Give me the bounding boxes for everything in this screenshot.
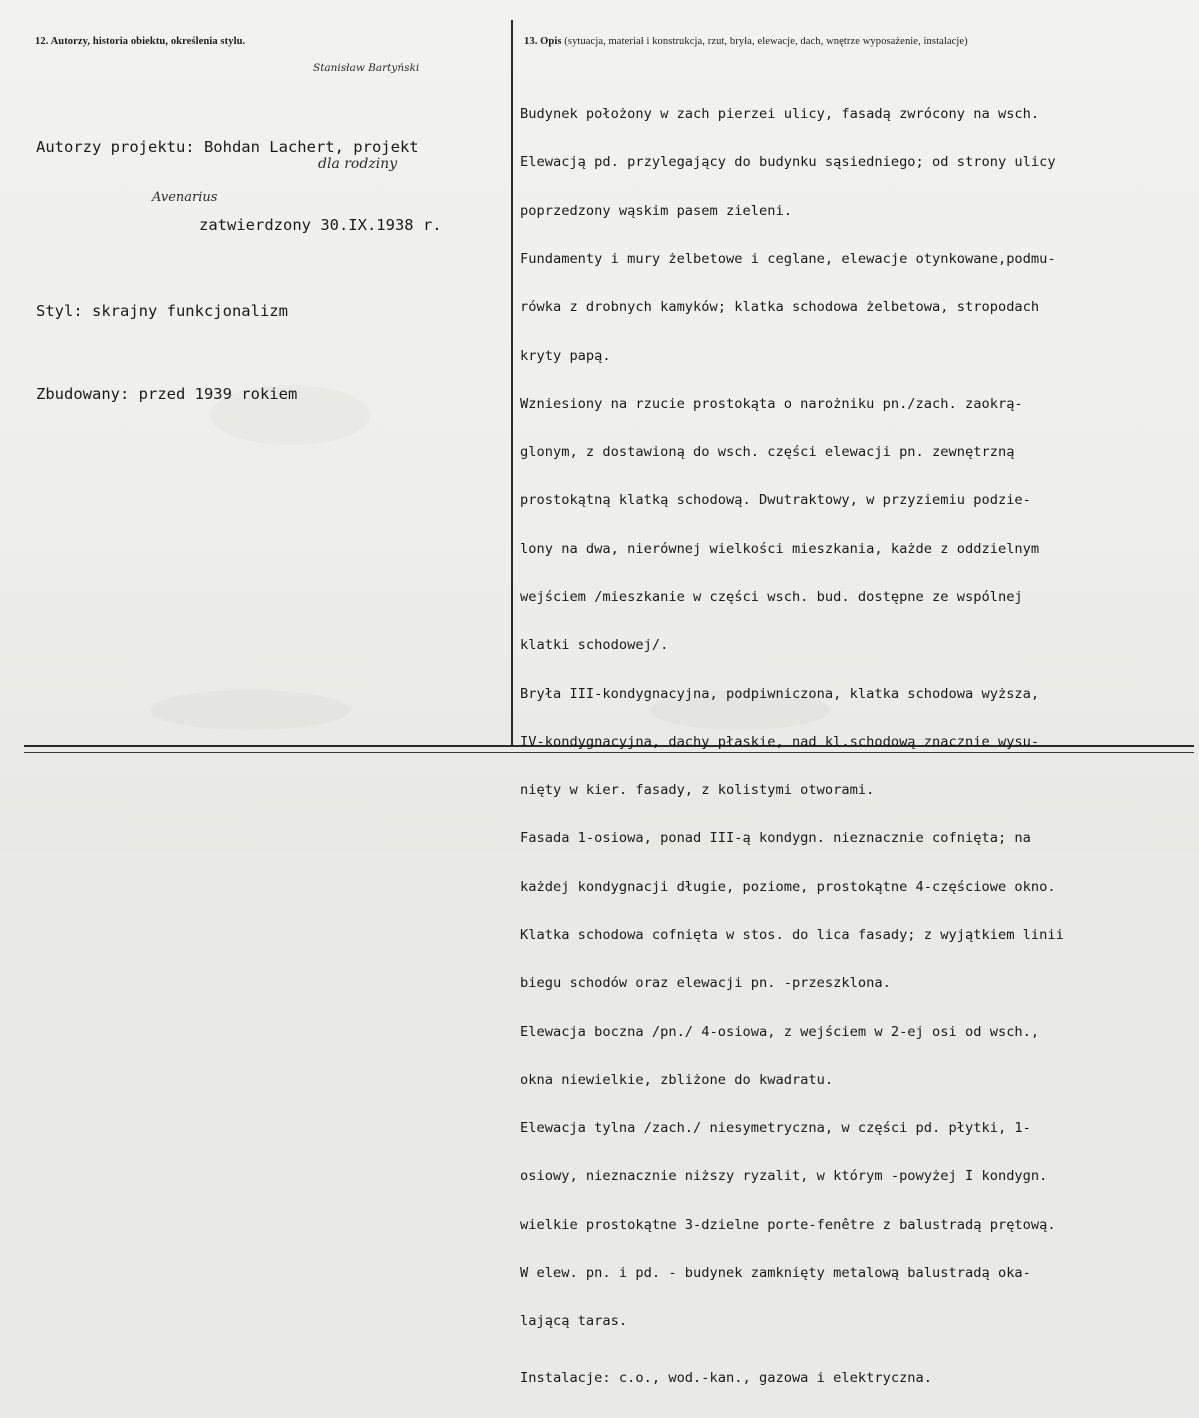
description-line: biegu schodów oraz elewacji pn. -przeszklona. [520, 975, 891, 992]
description-line: rówka z drobnych kamyków; klatka schodowa żelbetowa, stropodach [520, 299, 1040, 316]
description-line: okna niewielkie, zbliżone do kwadratu. [520, 1071, 834, 1088]
paper-stain [150, 690, 350, 730]
description-line: Klatka schodowa cofnięta w stos. do lica fasady; z wyjątkiem linii [520, 926, 1064, 943]
description-line: wielkie prostokątne 3-dzielne porte-fenêtre z balustradą prętową. [520, 1216, 1056, 1233]
author-line: Autorzy projektu: Bohdan Lachert, projekt [36, 138, 419, 156]
description-line: Elewacja tylna /zach./ niesymetryczna, w części pd. płytki, 1- [520, 1120, 1031, 1137]
description-line: wejściem /mieszkanie w części wsch. bud. dostępne ze wspólnej [520, 589, 1023, 605]
description-line: W elew. pn. i pd. - budynek zamknięty metalową balustradą oka- [520, 1264, 1031, 1281]
approval-date-line: zatwierdzony 30.IX.1938 r. [199, 216, 442, 234]
description-line: każdej kondygnacji długie, poziome, prostokątne 4-częściowe okno. [520, 878, 1056, 895]
description-line: IV-kondygnacyjna, dachy płaskie, nad kl.schodową znacznie wysu- [520, 733, 1040, 750]
description-line: Elewacja boczna /pn./ 4-osiowa, z wejściem w 2-ej osi od wsch., [520, 1023, 1040, 1040]
description-line: osiowy, nieznacznie niższy ryzalit, w którym -powyżej I kondygn. [520, 1168, 1048, 1185]
section-12-header: 12. Autorzy, historia obiektu, określenia stylu. [35, 36, 246, 47]
handwritten-family-name: Avenarius [152, 190, 218, 205]
description-line: Wzniesiony na rzucie prostokąta o narożniku pn./zach. zaokrą- [520, 395, 1023, 412]
description-line: nięty w kier. fasady, z kolistymi otworami. [520, 782, 875, 799]
handwritten-family-note: dla rodziny [318, 156, 398, 172]
description-section [520, 74, 1196, 1418]
description-line: poprzedzony wąskim pasem zieleni. [520, 202, 792, 219]
installations-line: Instalacje: c.o., wod.-kan., gazowa i elektryczna. [520, 1369, 933, 1386]
description-line: glonym, z dostawioną do wsch. części elewacji pn. zewnętrzną [520, 444, 1015, 461]
section-13-header [524, 36, 968, 47]
description-line: Bryła III-kondygnacyjna, podpiwniczona, klatka schodowa wyższa, [520, 685, 1040, 702]
description-line: prostokątną klatką schodową. Dwutraktowy, w przyziemiu podzie- [520, 492, 1031, 509]
description-line: Fundamenty i mury żelbetowe i ceglane, elewacje otynkowane,podmu- [520, 251, 1056, 268]
authors-section [36, 82, 442, 459]
description-line: lającą taras. [520, 1313, 628, 1330]
description-line: klatki schodowej/. [520, 637, 669, 654]
description-line: Elewacją pd. przylegający do budynku sąsiedniego; od strony ulicy [520, 154, 1056, 171]
description-line: lony na dwa, nierównej wielkości mieszkania, każde z oddzielnym [520, 540, 1040, 557]
description-line: kryty papą. [520, 347, 611, 364]
description-line: Budynek położony w zach pierzei ulicy, fasadą zwrócony na wsch. [520, 106, 1040, 123]
built-line: Zbudowany: przed 1939 rokiem [36, 385, 298, 403]
style-line: Styl: skrajny funkcjonalizm [36, 302, 288, 320]
section-13-title: 13. Opis [524, 36, 562, 47]
section-13-subtitle: (sytuacja, materiał i konstrukcja, rzut, bryła, elewacje, dach, wnętrze wyposażenie, instalacje) [564, 36, 968, 47]
handwritten-coauthor: Stanisław Bartyński [313, 62, 420, 74]
description-line: Fasada 1-osiowa, ponad III-ą kondygn. nieznacznie cofnięta; na [520, 830, 1031, 847]
column-divider [511, 20, 513, 745]
